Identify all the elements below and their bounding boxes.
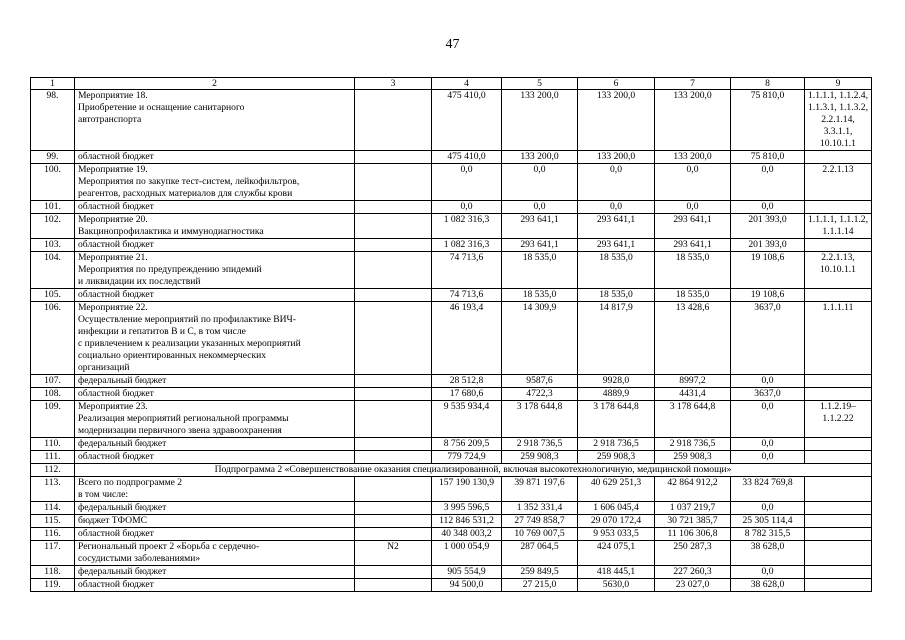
row-number-cell: 98. [31,90,75,151]
row-number-cell: 106. [31,302,75,375]
amount-col7-cell: 293 641,1 [655,239,731,252]
description-cell: Мероприятие 23. Реализация мероприятий региональной программы модернизации первичного звена здравоохранения [75,401,355,438]
amount-col7-cell: 13 428,6 [655,302,731,375]
amount-col6-cell: 133 200,0 [578,90,655,151]
project-code-cell [355,515,432,528]
amount-col6-cell: 5630,0 [578,579,655,592]
project-code-cell [355,566,432,579]
amount-col5-cell: 259 849,5 [502,566,578,579]
amount-col5-cell: 39 871 197,6 [502,477,578,502]
amount-col8-cell: 75 810,0 [731,90,805,151]
amount-col5-cell: 10 769 007,5 [502,528,578,541]
amount-col5-cell: 293 641,1 [502,239,578,252]
amount-total-cell: 46 193,4 [432,302,502,375]
project-code-cell [355,151,432,164]
table-body [31,90,872,592]
amount-col6-cell: 40 629 251,3 [578,477,655,502]
row-number-cell: 104. [31,252,75,289]
table-row [31,579,872,592]
column-header: 6 [578,78,655,90]
description-cell: областной бюджет [75,239,355,252]
amount-col8-cell: 19 108,6 [731,252,805,289]
amount-total-cell: 1 082 316,3 [432,214,502,239]
reference-cell [805,515,872,528]
reference-cell: 1.1.1.1, 1.1.2.4, 1.1.3.1, 1.1.3.2, 2.2.1.14, 3.3.1.1, 10.10.1.1 [805,90,872,151]
amount-col6-cell: 133 200,0 [578,151,655,164]
reference-cell: 2.2.1.13 [805,164,872,201]
amount-col7-cell: 250 287,3 [655,541,731,566]
amount-col8-cell: 38 628,0 [731,541,805,566]
amount-col7-cell: 0,0 [655,201,731,214]
description-cell: областной бюджет [75,289,355,302]
description-cell: бюджет ТФОМС [75,515,355,528]
amount-total-cell: 1 000 054,9 [432,541,502,566]
amount-col6-cell: 9 953 033,5 [578,528,655,541]
table-row [31,541,872,566]
amount-col6-cell: 29 070 172,4 [578,515,655,528]
amount-col5-cell: 287 064,5 [502,541,578,566]
column-header: 8 [731,78,805,90]
project-code-cell [355,502,432,515]
row-number-cell: 112. [31,464,75,477]
row-number-cell: 105. [31,289,75,302]
row-number-cell: 117. [31,541,75,566]
table-row [31,502,872,515]
amount-total-cell: 779 724,9 [432,451,502,464]
reference-cell [805,375,872,388]
description-cell: областной бюджет [75,151,355,164]
row-number-cell: 109. [31,401,75,438]
amount-total-cell: 0,0 [432,201,502,214]
description-cell: Мероприятие 22. Осуществление мероприятий по профилактике ВИЧ- инфекции и гепатитов В и С, в том числе с привлечением к реализации указанных мероприятий социально ориентированных некоммерческих организаций [75,302,355,375]
amount-col7-cell: 30 721 385,7 [655,515,731,528]
amount-col7-cell: 3 178 644,8 [655,401,731,438]
row-number-cell: 110. [31,438,75,451]
amount-col7-cell: 133 200,0 [655,90,731,151]
amount-total-cell: 74 713,6 [432,252,502,289]
project-code-cell [355,289,432,302]
table-row [31,252,872,289]
table-row [31,515,872,528]
amount-col8-cell: 0,0 [731,201,805,214]
table-row [31,528,872,541]
row-number-cell: 107. [31,375,75,388]
amount-total-cell: 1 082 316,3 [432,239,502,252]
description-cell: Мероприятие 21. Мероприятия по предупреждению эпидемий и ликвидации их последствий [75,252,355,289]
amount-col7-cell: 227 260,3 [655,566,731,579]
amount-col7-cell: 0,0 [655,164,731,201]
column-header: 1 [31,78,75,90]
project-code-cell [355,375,432,388]
reference-cell: 2.2.1.13, 10.10.1.1 [805,252,872,289]
reference-cell [805,388,872,401]
amount-col7-cell: 11 106 306,8 [655,528,731,541]
project-code-cell [355,477,432,502]
description-cell: федеральный бюджет [75,375,355,388]
project-code-cell [355,201,432,214]
amount-col5-cell: 3 178 644,8 [502,401,578,438]
amount-col5-cell: 0,0 [502,164,578,201]
amount-col8-cell: 3637,0 [731,302,805,375]
amount-total-cell: 3 995 596,5 [432,502,502,515]
amount-col8-cell: 0,0 [731,164,805,201]
description-cell: федеральный бюджет [75,502,355,515]
amount-col8-cell: 0,0 [731,401,805,438]
amount-total-cell: 94 500,0 [432,579,502,592]
amount-col8-cell: 75 810,0 [731,151,805,164]
reference-cell [805,528,872,541]
project-code-cell [355,302,432,375]
table-row [31,451,872,464]
description-cell: Всего по подпрограмме 2 в том числе: [75,477,355,502]
table-row [31,164,872,201]
column-header: 7 [655,78,731,90]
amount-col7-cell: 1 037 219,7 [655,502,731,515]
amount-col7-cell: 8997,2 [655,375,731,388]
reference-cell: 1.1.2.19–1.1.2.22 [805,401,872,438]
table-row [31,401,872,438]
amount-col5-cell: 4722,3 [502,388,578,401]
amount-col5-cell: 259 908,3 [502,451,578,464]
project-code-cell [355,528,432,541]
row-number-cell: 111. [31,451,75,464]
amount-col5-cell: 293 641,1 [502,214,578,239]
amount-total-cell: 8 756 209,5 [432,438,502,451]
amount-col6-cell: 293 641,1 [578,214,655,239]
amount-total-cell: 74 713,6 [432,289,502,302]
amount-col6-cell: 2 918 736,5 [578,438,655,451]
amount-col8-cell: 201 393,0 [731,239,805,252]
row-number-cell: 118. [31,566,75,579]
reference-cell [805,566,872,579]
amount-col6-cell: 9928,0 [578,375,655,388]
amount-col7-cell: 293 641,1 [655,214,731,239]
description-cell: областной бюджет [75,528,355,541]
amount-col7-cell: 18 535,0 [655,252,731,289]
project-code-cell [355,90,432,151]
table-row [31,214,872,239]
project-code-cell [355,451,432,464]
description-cell: Мероприятие 20. Вакцинопрофилактика и иммунодиагностика [75,214,355,239]
column-header: 2 [75,78,355,90]
amount-col8-cell: 8 782 315,5 [731,528,805,541]
table-row [31,90,872,151]
project-code-cell [355,239,432,252]
table-row [31,239,872,252]
budget-table [30,77,872,592]
project-code-cell [355,252,432,289]
row-number-cell: 108. [31,388,75,401]
amount-col6-cell: 0,0 [578,164,655,201]
table-row [31,201,872,214]
amount-col8-cell: 3637,0 [731,388,805,401]
reference-cell [805,477,872,502]
table-row [31,289,872,302]
section-heading-cell: Подпрограмма 2 «Совершенствование оказания специализированной, включая высокотехнологичную, медицинской помощи» [75,464,872,477]
reference-cell [805,579,872,592]
amount-col8-cell: 0,0 [731,375,805,388]
amount-total-cell: 157 190 130,9 [432,477,502,502]
description-cell: областной бюджет [75,451,355,464]
amount-col5-cell: 133 200,0 [502,90,578,151]
amount-total-cell: 9 535 934,4 [432,401,502,438]
table-header-row [31,78,872,90]
amount-col6-cell: 4889,9 [578,388,655,401]
amount-col5-cell: 1 352 331,4 [502,502,578,515]
reference-cell [805,239,872,252]
amount-total-cell: 475 410,0 [432,151,502,164]
amount-col7-cell: 18 535,0 [655,289,731,302]
amount-col6-cell: 18 535,0 [578,289,655,302]
reference-cell [805,541,872,566]
amount-col5-cell: 27 215,0 [502,579,578,592]
row-number-cell: 114. [31,502,75,515]
amount-col8-cell: 38 628,0 [731,579,805,592]
amount-total-cell: 905 554,9 [432,566,502,579]
project-code-cell [355,388,432,401]
reference-cell: 1.1.1.11 [805,302,872,375]
description-cell: Региональный проект 2 «Борьба с сердечно- сосудистыми заболеваниями» [75,541,355,566]
amount-col6-cell: 259 908,3 [578,451,655,464]
row-number-cell: 99. [31,151,75,164]
column-header: 9 [805,78,872,90]
description-cell: Мероприятие 18. Приобретение и оснащение санитарного автотранспорта [75,90,355,151]
amount-col8-cell: 19 108,6 [731,289,805,302]
amount-total-cell: 17 680,6 [432,388,502,401]
table-row [31,438,872,451]
column-header: 4 [432,78,502,90]
description-cell: областной бюджет [75,579,355,592]
amount-col8-cell: 0,0 [731,502,805,515]
reference-cell [805,151,872,164]
amount-col6-cell: 418 445,1 [578,566,655,579]
project-code-cell: N2 [355,541,432,566]
row-number-cell: 100. [31,164,75,201]
table-row [31,375,872,388]
row-number-cell: 113. [31,477,75,502]
amount-col6-cell: 424 075,1 [578,541,655,566]
amount-col8-cell: 25 305 114,4 [731,515,805,528]
reference-cell [805,438,872,451]
reference-cell [805,289,872,302]
project-code-cell [355,438,432,451]
project-code-cell [355,214,432,239]
amount-total-cell: 40 348 003,2 [432,528,502,541]
amount-col7-cell: 23 027,0 [655,579,731,592]
table-row [31,477,872,502]
column-header: 3 [355,78,432,90]
row-number-cell: 101. [31,201,75,214]
description-cell: областной бюджет [75,388,355,401]
amount-total-cell: 112 846 531,2 [432,515,502,528]
description-cell: федеральный бюджет [75,566,355,579]
description-cell: Мероприятие 19. Мероприятия по закупке тест-систем, лейкофильтров, реагентов, расходных материалов для службы крови [75,164,355,201]
amount-col7-cell: 259 908,3 [655,451,731,464]
amount-col8-cell: 0,0 [731,451,805,464]
reference-cell [805,201,872,214]
amount-col5-cell: 14 309,9 [502,302,578,375]
amount-col6-cell: 1 606 045,4 [578,502,655,515]
page-number: 47 [445,37,460,52]
project-code-cell [355,579,432,592]
amount-total-cell: 0,0 [432,164,502,201]
row-number-cell: 119. [31,579,75,592]
reference-cell [805,502,872,515]
amount-col5-cell: 18 535,0 [502,252,578,289]
amount-col5-cell: 2 918 736,5 [502,438,578,451]
amount-col7-cell: 2 918 736,5 [655,438,731,451]
amount-col8-cell: 201 393,0 [731,214,805,239]
amount-col7-cell: 42 864 912,2 [655,477,731,502]
amount-col7-cell: 133 200,0 [655,151,731,164]
amount-col8-cell: 33 824 769,8 [731,477,805,502]
amount-col8-cell: 0,0 [731,438,805,451]
amount-col6-cell: 14 817,9 [578,302,655,375]
amount-col5-cell: 18 535,0 [502,289,578,302]
row-number-cell: 102. [31,214,75,239]
table-row [31,464,872,477]
amount-total-cell: 475 410,0 [432,90,502,151]
description-cell: федеральный бюджет [75,438,355,451]
amount-col8-cell: 0,0 [731,566,805,579]
row-number-cell: 103. [31,239,75,252]
amount-total-cell: 28 512,8 [432,375,502,388]
amount-col5-cell: 27 749 858,7 [502,515,578,528]
project-code-cell [355,401,432,438]
amount-col5-cell: 133 200,0 [502,151,578,164]
amount-col6-cell: 3 178 644,8 [578,401,655,438]
amount-col6-cell: 0,0 [578,201,655,214]
column-header: 5 [502,78,578,90]
amount-col6-cell: 18 535,0 [578,252,655,289]
table-row [31,151,872,164]
reference-cell: 1.1.1.1, 1.1.1.2, 1.1.1.14 [805,214,872,239]
amount-col7-cell: 4431,4 [655,388,731,401]
description-cell: областной бюджет [75,201,355,214]
amount-col5-cell: 9587,6 [502,375,578,388]
amount-col6-cell: 293 641,1 [578,239,655,252]
amount-col5-cell: 0,0 [502,201,578,214]
row-number-cell: 115. [31,515,75,528]
row-number-cell: 116. [31,528,75,541]
table-row [31,388,872,401]
reference-cell [805,451,872,464]
table-row [31,302,872,375]
table-row [31,566,872,579]
project-code-cell [355,164,432,201]
